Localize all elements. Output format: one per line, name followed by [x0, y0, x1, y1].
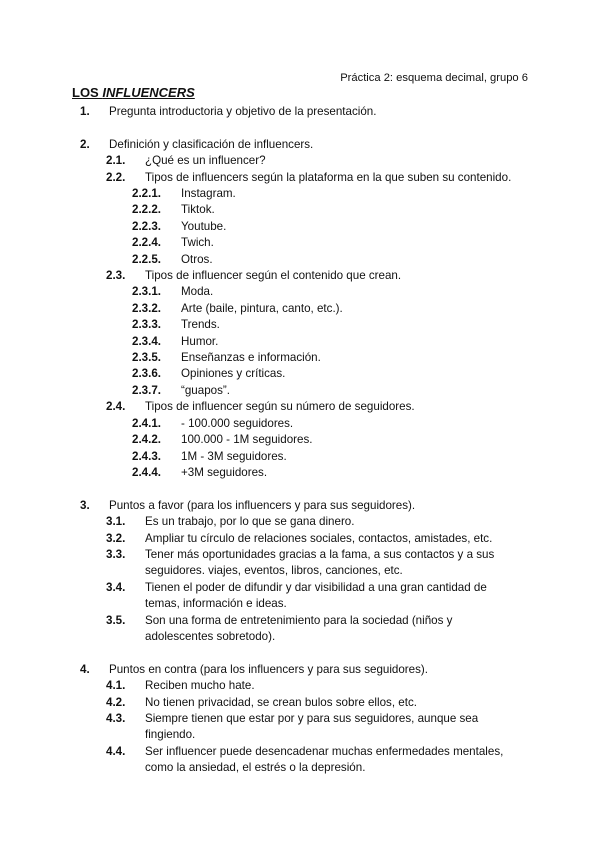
item-number: 2.3.6.: [132, 367, 162, 381]
item-number: 3.3.: [106, 547, 126, 561]
item-number: 2.2.3.: [132, 219, 162, 233]
item-text: Siempre tienen que estar por y para sus seguidores, aunque sea fingiendo.: [145, 711, 479, 742]
subsection-item: [0, 744, 600, 777]
item-number: 2.2.1.: [132, 187, 162, 201]
item-text: Tener más oportunidades gracias a la fama, a sus contactos y a sus seguidores. viajes, eventos, libros, canciones, etc.: [145, 547, 495, 578]
item-number: 3.2.: [106, 531, 126, 545]
item-text: Moda.: [181, 285, 214, 299]
subsubsection-item: [0, 465, 600, 481]
item-number: 2.4.: [106, 400, 126, 414]
subsection-item: [0, 153, 600, 169]
item-text: “guapos”.: [181, 383, 230, 397]
subsubsection-item: [0, 235, 600, 251]
item-number: 3.5.: [106, 613, 126, 627]
item-number: 2.3.: [106, 269, 126, 283]
subsection-item: [0, 711, 600, 744]
item-number: 2.2.: [106, 170, 126, 184]
subsection-item: [0, 580, 600, 613]
item-number: 3.4.: [106, 580, 126, 594]
subsubsection-item: [0, 317, 600, 333]
item-number: 2.3.7.: [132, 383, 162, 397]
item-text: Es un trabajo, por lo que se gana dinero.: [145, 515, 355, 529]
subsubsection-item: [0, 383, 600, 399]
subsubsection-item: [0, 350, 600, 366]
subsubsection-item: [0, 202, 600, 218]
section-item: [0, 104, 600, 120]
item-text: Tipos de influencers según la plataforma en la que suben su contenido.: [145, 170, 512, 184]
item-number: 1.: [80, 105, 90, 118]
item-text: Humor.: [181, 334, 219, 348]
item-text: 1M - 3M seguidores.: [181, 449, 287, 463]
subsection-item: [0, 170, 600, 186]
item-text: Arte (baile, pintura, canto, etc.).: [181, 301, 343, 315]
document-title: [72, 85, 195, 100]
title-prefix: LOS: [72, 85, 103, 100]
item-text: Ampliar tu círculo de relaciones sociales, contactos, amistades, etc.: [145, 531, 493, 545]
subsection-item: [0, 547, 600, 580]
item-text: Instagram.: [181, 187, 236, 201]
item-text: Puntos a favor (para los influencers y para sus seguidores).: [109, 498, 416, 512]
item-number: 4.2.: [106, 695, 126, 709]
item-text: Son una forma de entretenimiento para la sociedad (niños y adolescentes sobretodo).: [145, 613, 453, 643]
item-number: 2.4.2.: [132, 433, 162, 447]
subsubsection-item: [0, 366, 600, 382]
subsection-item: [0, 678, 600, 694]
item-text: Opiniones y críticas.: [181, 367, 286, 381]
item-text: Youtube.: [181, 219, 227, 233]
item-number: 2.4.3.: [132, 449, 162, 463]
item-text: Reciben mucho hate.: [145, 679, 255, 693]
item-number: 2.3.5.: [132, 351, 162, 365]
item-number: 2.2.2.: [132, 203, 162, 217]
item-text: No tienen privacidad, se crean bulos sobre ellos, etc.: [145, 695, 417, 709]
item-text: Definición y clasificación de influencers.: [109, 137, 314, 151]
item-number: 2.2.5.: [132, 252, 162, 266]
subsubsection-item: [0, 416, 600, 432]
subsubsection-item: [0, 301, 600, 317]
item-number: 2.3.4.: [132, 334, 162, 348]
subsection-item: [0, 268, 600, 284]
item-text: Trends.: [181, 318, 220, 332]
item-number: 2.4.4.: [132, 465, 162, 479]
page-header: Práctica 2: esquema decimal, grupo 6: [340, 72, 528, 84]
section-spacer: [0, 481, 600, 497]
item-number: 3.1.: [106, 515, 126, 529]
section-item: [0, 662, 600, 678]
item-number: 2.3.1.: [132, 285, 162, 299]
subsubsection-item: [0, 186, 600, 202]
subsubsection-item: [0, 284, 600, 300]
outline-list: [0, 104, 600, 777]
subsubsection-item: [0, 219, 600, 235]
subsection-item: [0, 399, 600, 415]
subsection-item: [0, 695, 600, 711]
item-text: Tiktok.: [181, 203, 215, 217]
subsection-item: [0, 613, 600, 646]
item-text: - 100.000 seguidores.: [181, 416, 294, 430]
item-text: Tipos de influencer según el contenido que crean.: [145, 269, 402, 283]
subsection-item: [0, 531, 600, 547]
section-spacer: [0, 645, 600, 661]
section-item: [0, 137, 600, 153]
item-text: 100.000 - 1M seguidores.: [181, 433, 313, 447]
item-text: Pregunta introductoria y objetivo de la presentación.: [109, 105, 377, 118]
section-item: [0, 498, 600, 514]
item-number: 2.: [80, 137, 90, 151]
title-emphasis: INFLUENCERS: [102, 85, 195, 100]
subsubsection-item: [0, 449, 600, 465]
item-text: Enseñanzas e información.: [181, 351, 321, 365]
section-spacer: [0, 120, 600, 136]
subsubsection-item: [0, 252, 600, 268]
item-text: Tipos de influencer según su número de seguidores.: [145, 400, 415, 414]
item-number: 3.: [80, 498, 90, 512]
subsection-item: [0, 514, 600, 530]
item-text: Puntos en contra (para los influencers y para sus seguidores).: [109, 662, 428, 676]
item-text: Twich.: [181, 236, 214, 250]
item-number: 2.3.2.: [132, 301, 162, 315]
item-text: Otros.: [181, 252, 213, 266]
item-number: 4.1.: [106, 679, 126, 693]
item-number: 2.3.3.: [132, 318, 162, 332]
subsubsection-item: [0, 334, 600, 350]
item-number: 4.3.: [106, 711, 126, 725]
item-number: 2.1.: [106, 154, 126, 168]
item-text: Ser influencer puede desencadenar muchas enfermedades mentales, como la ansiedad, el estrés o la depresión.: [145, 744, 504, 775]
item-number: 4.: [80, 662, 90, 676]
item-number: 2.4.1.: [132, 416, 162, 430]
item-number: 2.2.4.: [132, 236, 162, 250]
item-text: +3M seguidores.: [181, 465, 268, 479]
item-number: 4.4.: [106, 744, 126, 758]
item-text: ¿Qué es un influencer?: [145, 154, 266, 168]
subsubsection-item: [0, 432, 600, 448]
item-text: Tienen el poder de difundir y dar visibilidad a una gran cantidad de temas, información e ideas.: [145, 580, 487, 611]
